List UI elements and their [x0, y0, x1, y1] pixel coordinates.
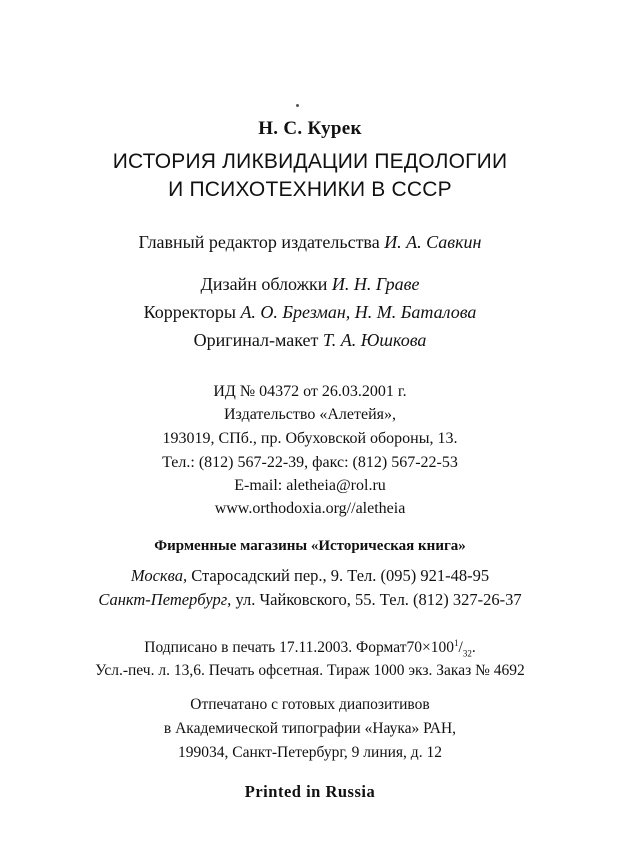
printed-by-line-2: в Академической типографии «Наука» РАН,	[163, 720, 457, 737]
layout-label: Оригинал-макет	[193, 330, 319, 350]
book-title-line-2: И ПСИХОТЕХНИКИ В СССР	[168, 178, 452, 201]
proofreaders-credit	[0, 302, 620, 323]
shop-moscow-address: Старосадский пер., 9. Тел. (095) 921-48-95	[187, 566, 490, 585]
signed-text: Подписано в печать 17.11.2003. Формат70×100	[144, 639, 454, 657]
shop-spb	[0, 590, 620, 610]
shops-heading: Фирменные магазины «Историческая книга»	[154, 538, 466, 554]
publisher-name: Издательство «Алетейя»,	[224, 406, 396, 423]
format-sup: 1	[454, 638, 459, 648]
format-sub: 32	[462, 648, 472, 659]
publisher-phone: Тел.: (812) 567-22-39, факс: (812) 567-22-53	[162, 454, 458, 471]
speck	[296, 104, 299, 107]
book-title-line-1: ИСТОРИЯ ЛИКВИДАЦИИ ПЕДОЛОГИИ	[112, 150, 508, 173]
chief-editor-label: Главный редактор издательства	[138, 232, 380, 252]
shop-moscow	[0, 566, 620, 586]
shop-spb-city: Санкт-Петербург,	[98, 590, 232, 609]
shop-moscow-city: Москва,	[130, 566, 188, 585]
printed-by-line-3: 199034, Санкт-Петербург, 9 линия, д. 12	[178, 744, 442, 761]
layout-name: Т. А. Юшкова	[322, 330, 427, 350]
layout-credit	[0, 330, 620, 351]
printed-in-russia: Printed in Russia	[244, 782, 376, 801]
proof-label: Корректоры	[143, 302, 236, 322]
proof-names: А. О. Брезман, Н. М. Баталова	[240, 302, 477, 322]
publisher-address: 193019, СПб., пр. Обуховской обороны, 13.	[162, 430, 458, 447]
shop-spb-address: ул. Чайковского, 55. Тел. (812) 327-26-37	[231, 590, 522, 609]
publisher-website: www.orthodoxia.org//aletheia	[214, 500, 406, 517]
print-specs: Усл.-печ. л. 13,6. Печать офсетная. Тираж 1000 экз. Заказ № 4692	[95, 662, 525, 679]
cover-label: Дизайн обложки	[200, 274, 328, 294]
chief-editor-credit	[0, 232, 620, 253]
chief-editor-name: И. А. Савкин	[384, 232, 482, 252]
signed-for-print: Подписано в печать 17.11.2003. $Формат70\times 100^1/_{32}$.	[144, 638, 476, 659]
publisher-email: E-mail: aletheia@rol.ru	[234, 477, 386, 494]
cover-design-credit	[0, 274, 620, 295]
author-name: Н. С. Курек	[258, 118, 362, 139]
cover-name: И. Н. Граве	[331, 274, 420, 294]
printed-by-line-1: Отпечатано с готовых диапозитивов	[190, 696, 430, 713]
publisher-license: ИД № 04372 от 26.03.2001 г.	[213, 383, 407, 400]
